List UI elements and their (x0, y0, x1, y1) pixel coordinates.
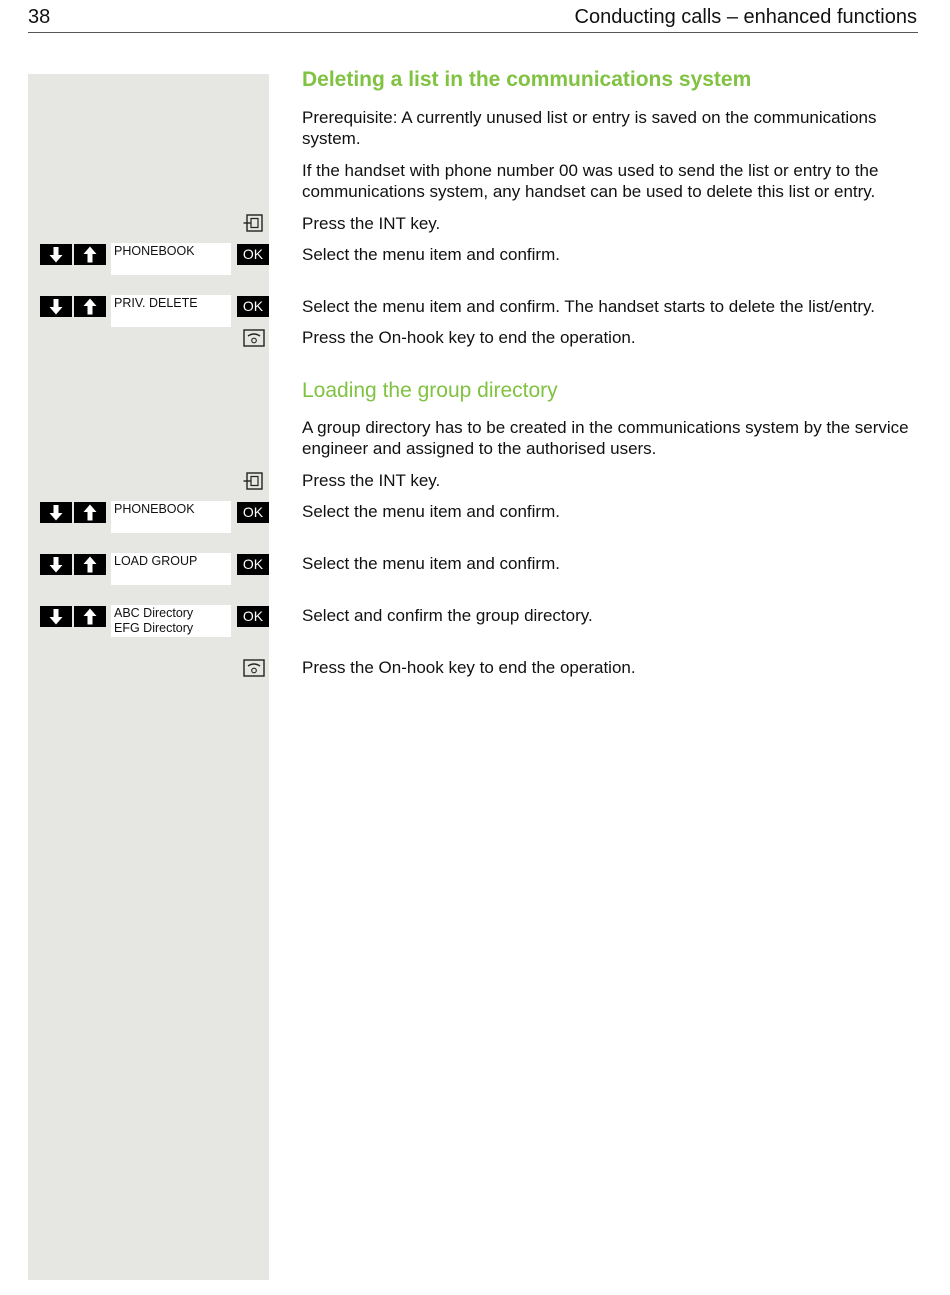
display-text: EFG Directory (114, 621, 194, 635)
arrow-up-icon[interactable] (74, 296, 106, 317)
arrow-down-icon[interactable] (40, 244, 72, 265)
intro-text: A group directory has to be created in the communications system by the service engineer and assigned to the authorised users. (302, 418, 909, 458)
ok-button[interactable]: OK (237, 606, 269, 627)
section-heading-deleting-list: Deleting a list in the communications system (302, 68, 752, 91)
int-key-icon (243, 214, 265, 232)
display-text: PHONEBOOK (114, 244, 195, 258)
int-key-icon (243, 472, 265, 490)
step-text: Select the menu item and confirm. (302, 502, 560, 521)
display-directory-list (111, 605, 231, 637)
step-text: Select and confirm the group directory. (302, 606, 593, 625)
display-text: PRIV. DELETE (114, 296, 198, 310)
display-menu-item (111, 501, 231, 533)
step-text: Press the On-hook key to end the operation. (302, 328, 636, 347)
arrow-down-icon[interactable] (40, 296, 72, 317)
on-hook-key-icon (243, 329, 265, 347)
section-heading-loading-group: Loading the group directory (302, 379, 558, 402)
arrow-up-icon[interactable] (74, 244, 106, 265)
ok-button[interactable]: OK (237, 244, 269, 265)
arrow-down-icon[interactable] (40, 606, 72, 627)
note-text: If the handset with phone number 00 was used to send the list or entry to the communications system, any handset can be used to delete this list or entry. (302, 161, 879, 201)
arrow-down-icon[interactable] (40, 554, 72, 575)
step-text: Press the INT key. (302, 214, 441, 233)
display-menu-item (111, 243, 231, 275)
display-menu-item (111, 295, 231, 327)
ok-button[interactable]: OK (237, 502, 269, 523)
ok-button[interactable]: OK (237, 296, 269, 317)
page-number: 38 (28, 6, 51, 28)
arrow-down-icon[interactable] (40, 502, 72, 523)
step-text: Select the menu item and confirm. (302, 245, 560, 264)
page-header-title: Conducting calls – enhanced functions (574, 6, 917, 28)
display-text: LOAD GROUP (114, 554, 198, 568)
header-divider (28, 32, 918, 33)
display-menu-item (111, 553, 231, 585)
step-text: Select the menu item and confirm. (302, 554, 560, 573)
on-hook-key-icon (243, 659, 265, 677)
prerequisite-text: Prerequisite: A currently unused list or entry is saved on the communications system. (302, 108, 877, 148)
display-text: ABC Directory (114, 606, 194, 620)
arrow-up-icon[interactable] (74, 554, 106, 575)
step-text: Press the On-hook key to end the operation. (302, 658, 636, 677)
step-text: Select the menu item and confirm. The handset starts to delete the list/entry. (302, 297, 875, 316)
display-text: PHONEBOOK (114, 502, 195, 516)
step-text: Press the INT key. (302, 471, 441, 490)
ok-button[interactable]: OK (237, 554, 269, 575)
arrow-up-icon[interactable] (74, 606, 106, 627)
arrow-up-icon[interactable] (74, 502, 106, 523)
